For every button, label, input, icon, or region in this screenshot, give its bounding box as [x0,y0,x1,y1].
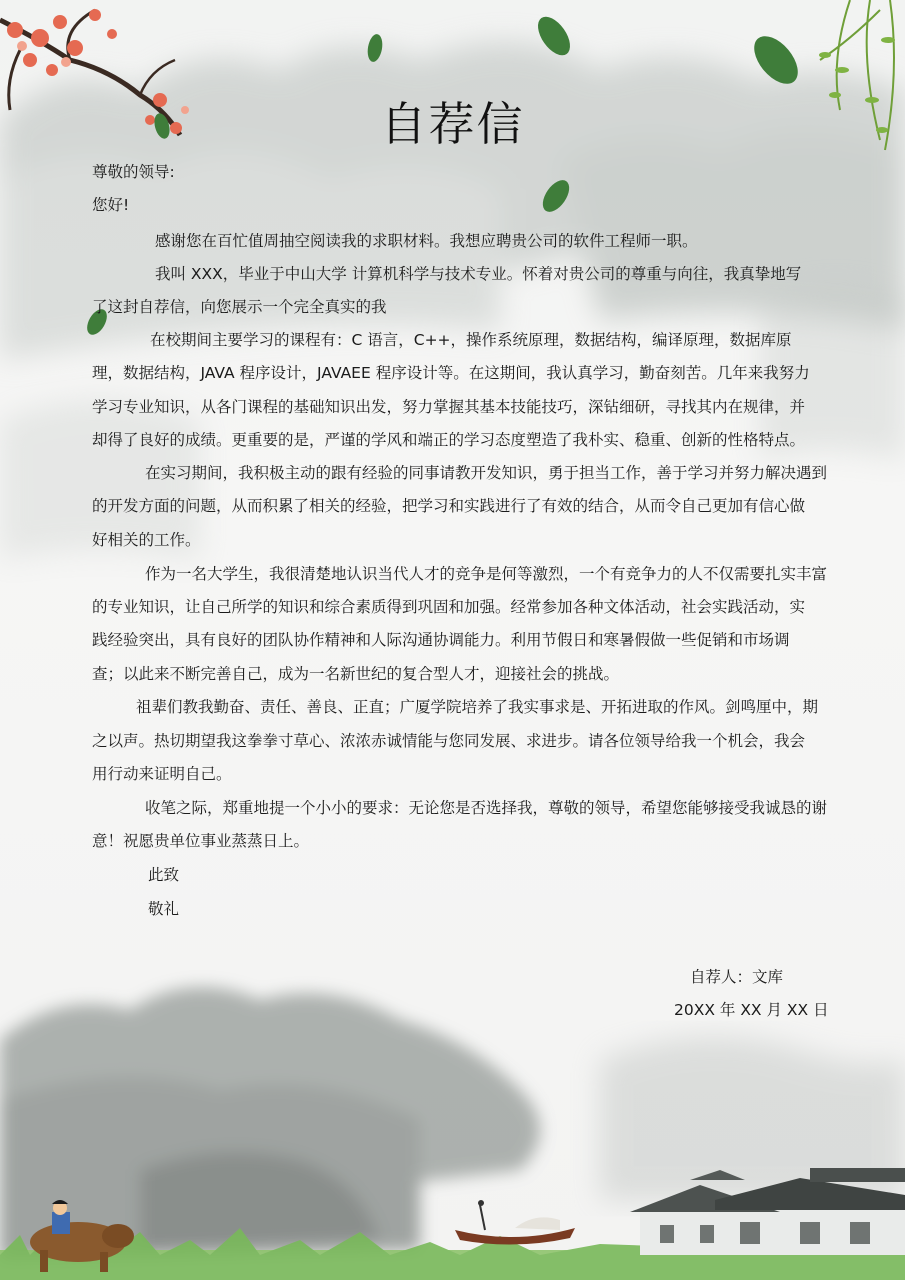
paragraph-line: 的专业知识，让自己所学的知识和综合素质得到巩固和加强。经常参加各种文体活动，社会实践活动，实 [92,598,806,616]
paragraph-line: 学习专业知识，从各门课程的基础知识出发，努力掌握其基本技能技巧，深钻细研，寻找其内在规律，并 [92,398,806,416]
salutation: 尊敬的领导: [92,163,175,181]
greeting: 您好! [92,196,130,214]
paragraph-line: 我叫 XXX，毕业于中山大学 计算机科学与技术专业。怀着对贵公司的尊重与向往，我真挚地写 [155,265,802,283]
paragraph-line: 却得了良好的成绩。更重要的是，严谨的学风和端正的学习态度塑造了我朴实、稳重、创新的性格特点。 [92,431,806,449]
paragraph-line: 之以声。热切期望我这拳拳寸草心、浓浓赤诚情能与您同发展、求进步。请各位领导给我一个机会，我会 [92,732,806,750]
paragraph-line: 好相关的工作。 [92,531,201,549]
paragraph-line: 的开发方面的问题，从而积累了相关的经验，把学习和实践进行了有效的结合，从而令自己更加有信心做 [92,497,806,515]
paragraph-line: 作为一名大学生，我很清楚地认识当代人才的竞争是何等激烈，一个有竞争力的人不仅需要扎实丰富 [145,565,828,583]
paragraph-line: 收笔之际，郑重地提一个小小的要求：无论您是否选择我，尊敬的领导，希望您能够接受我诚恳的谢 [145,799,828,817]
paragraph-line: 用行动来证明自己。 [92,765,232,783]
paragraph-line: 查；以此来不断完善自己，成为一名新世纪的复合型人才，迎接社会的挑战。 [92,665,620,683]
letter-title: 自荐信 [380,97,525,151]
closing-jingli: 敬礼 [148,900,180,918]
letter-date: 20XX 年 XX 月 XX 日 [674,1001,829,1019]
paragraph-line: 祖辈们教我勤奋、责任、善良、正直；广厦学院培养了我实事求是、开拓进取的作风。剑鸣厘中，期 [136,698,819,716]
closing-cizhi: 此致 [148,866,180,884]
paragraph-line: 理，数据结构，JAVA 程序设计，JAVAEE 程序设计等。在这期间，我认真学习，勤奋刻苦。几年来我努力 [92,364,810,382]
paragraph-line: 在实习期间，我积极主动的跟有经验的同事请教开发知识，勇于担当工作，善于学习并努力解决遇到 [145,464,828,482]
signer-name: 自荐人：文库 [690,968,784,986]
paragraph-line: 了这封自荐信，向您展示一个完全真实的我 [92,298,387,316]
paragraph-line: 感谢您在百忙值周抽空阅读我的求职材料。我想应聘贵公司的软件工程师一职。 [155,232,698,250]
boat [455,1200,575,1245]
paragraph-line: 践经验突出，具有良好的团队协作精神和人际沟通协调能力。利用节假日和寒暑假做一些促销和市场调 [92,631,790,649]
paragraph-line: 在校期间主要学习的课程有：C 语言，C++，操作系统原理，数据结构，编译原理，数据库原 [150,331,792,349]
bottom-mountains [0,987,540,1260]
paragraph-line: 意！祝愿贵单位事业蒸蒸日上。 [92,832,310,850]
